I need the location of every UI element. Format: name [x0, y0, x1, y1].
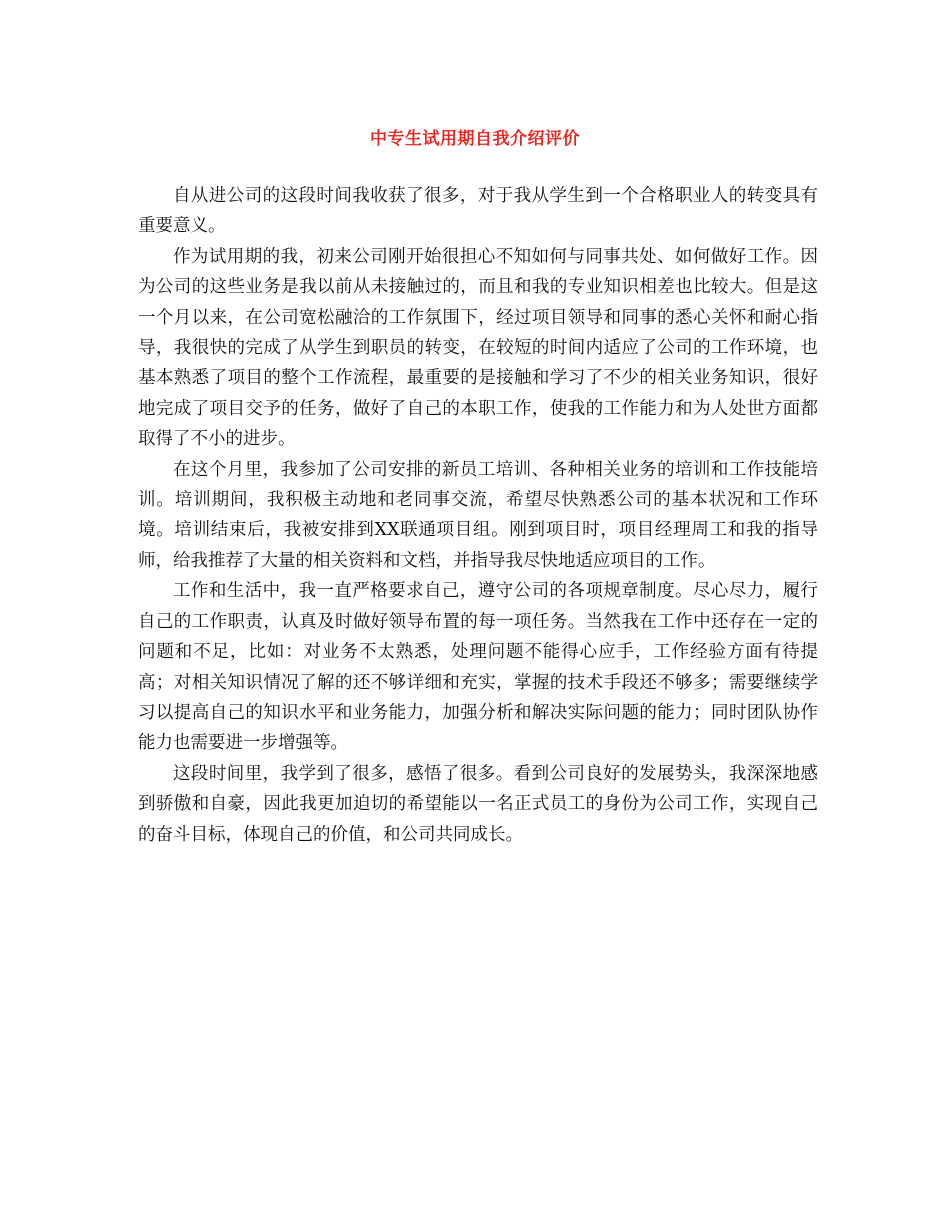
paragraph-3: 在这个月里，我参加了公司安排的新员工培训、各种相关业务的培训和工作技能培训。培训期间，我积极主动地和老同事交流，希望尽快熟悉公司的基本状况和工作环境。培训结束后，我被安排到XX联通项目组。刚到项目时，项目经理周工和我的指导师，给我推荐了大量的相关资料和文档，并指导我尽快地适应项目的工作。 — [138, 459, 818, 571]
paragraph-4: 工作和生活中，我一直严格要求自己，遵守公司的各项规章制度。尽心尽力，履行自己的工作职责，认真及时做好领导布置的每一项任务。当然我在工作中还存在一定的问题和不足，比如：对业务不太熟悉，处理问题不能得心应手，工作经验方面有待提高；对相关知识情况了解的还不够详细和充实，掌握的技术手段还不够多；需要继续学习以提高自己的知识水平和业务能力，加强分析和解决实际问题的能力；同时团队协作能力也需要进一步增强等。 — [138, 581, 818, 754]
paragraph-1: 自从进公司的这段时间我收获了很多，对于我从学生到一个合格职业人的转变具有重要意义。 — [138, 186, 818, 237]
document-body — [138, 181, 818, 850]
paragraph-5: 这段时间里，我学到了很多，感悟了很多。看到公司良好的发展势头，我深深地感到骄傲和自豪，因此我更加迫切的希望能以一名正式员工的身份为公司工作，实现自己的奋斗目标，体现自己的价值，和公司共同成长。 — [138, 763, 818, 845]
document-title: 中专生试用期自我介绍评价 — [370, 129, 580, 149]
paragraph-2: 作为试用期的我，初来公司刚开始很担心不知如何与同事共处、如何做好工作。因为公司的这些业务是我以前从未接触过的，而且和我的专业知识相差也比较大。但是这一个月以来，在公司宽松融洽的工作氛围下，经过项目领导和同事的悉心关怀和耐心指导，我很快的完成了从学生到职员的转变，在较短的时间内适应了公司的工作环境，也基本熟悉了项目的整个工作流程，最重要的是接触和学习了不少的相关业务知识，很好地完成了项目交予的任务，做好了自己的本职工作，使我的工作能力和为人处世方面都取得了不小的进步。 — [138, 246, 818, 450]
